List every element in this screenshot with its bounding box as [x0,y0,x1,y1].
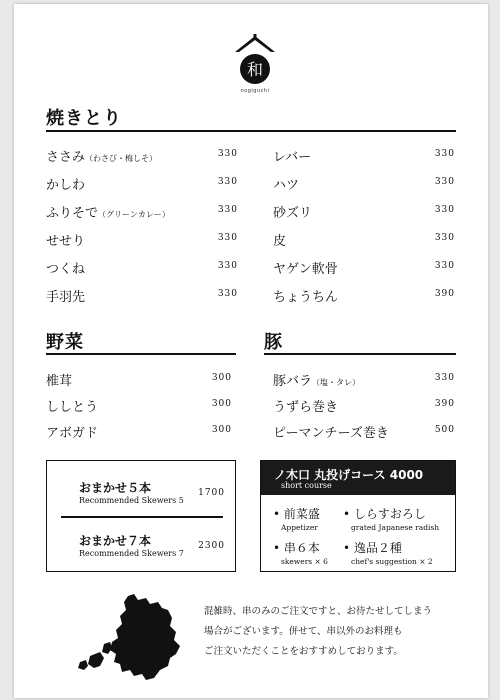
item-name: 皮 [273,234,287,249]
menu-item [46,422,232,442]
vegetables-title: 野菜 [46,332,84,353]
item-price: 300 [211,399,232,409]
notice-line: 場合がございます。併せて、串以外のお料理も [204,626,403,637]
omakase-box [46,460,236,572]
menu-item [273,370,455,390]
item-price: 390 [434,289,455,299]
menu-item [46,258,238,278]
item-price: 330 [217,233,238,243]
course-item-jp: 前菜盛 [283,507,320,521]
omakase-5 [47,479,237,519]
item-price: 330 [434,177,455,187]
item-price: 330 [434,373,455,383]
item-price: 300 [211,373,232,383]
item-name-line [273,286,338,305]
item-name: アボガド [46,426,99,441]
item-name-line [273,258,338,277]
course-box [260,460,456,572]
item-name: ハツ [273,178,300,193]
item-name: つくね [46,262,86,277]
menu-item [273,230,455,250]
menu-item [273,174,455,194]
item-name-line [273,370,360,389]
item-price: 330 [217,289,238,299]
menu-item [46,146,238,166]
item-price: 330 [434,149,455,159]
menu-item [46,396,232,416]
item-price: 300 [211,425,232,435]
omakase-price: 1700 [198,488,225,498]
item-name-line [273,146,311,165]
course-item-jp: しらすおろし [353,507,426,521]
omakase-divider [61,516,223,518]
course-subtitle: short course [281,481,332,490]
notice-line: 混雑時、串のみのご注文ですと、お待たせしてしまう [204,606,433,617]
omakase-title: おまかせ７本 [79,534,152,548]
pork-title: 豚 [264,332,283,353]
yakitori-rule [46,130,456,132]
menu-item [46,230,238,250]
item-note: （わさび・梅しそ） [85,154,158,163]
item-name-line [46,370,72,389]
item-price: 330 [217,205,238,215]
notice-line: ご注文いただくことをおすすめしております。 [204,646,403,657]
logo-name: nogiguchi [240,88,270,94]
item-price: 330 [217,149,238,159]
notice-text [204,602,464,662]
item-name: ささみ [46,150,86,165]
course-item-en: grated Japanese radish [351,523,440,532]
item-name-line [46,174,85,193]
item-name: ふりそで [46,206,99,221]
menu-item [273,146,455,166]
omakase-title: おまかせ５本 [79,481,152,495]
item-price: 330 [434,233,455,243]
item-name: かしわ [46,178,86,193]
menu-item [273,202,455,222]
item-price: 330 [217,261,238,271]
menu-item [46,202,238,222]
item-price: 330 [434,261,455,271]
omakase-subtitle: Recommended Skewers 7 [79,549,184,558]
item-price: 330 [217,177,238,187]
course-item-radish: • しらすおろし grated Japanese radish [343,507,440,532]
item-note: （塩・タレ） [312,378,361,387]
item-name: うずら巻き [273,400,339,415]
kumamoto-map-icon [76,592,196,686]
course-item-jp: 串６本 [283,541,320,555]
menu-item [273,396,455,416]
item-name: ピーマンチーズ巻き [273,426,389,441]
item-name-line [46,258,85,277]
vegetables-rule [46,353,236,355]
menu-page [14,4,488,698]
menu-item [273,422,455,442]
item-name: レバー [273,150,312,165]
item-note: （グリーンカレー） [98,210,170,219]
menu-item [273,286,455,306]
item-name: ちょうちん [273,290,339,305]
item-name-line [273,174,299,193]
course-item-appetizer: • 前菜盛 Appetizer [273,507,320,532]
course-item-suggestion: • 逸品２種 chef's suggestion × 2 [343,541,433,566]
item-name-line [46,146,157,165]
omakase-price: 2300 [198,541,225,551]
item-name-line [273,202,312,221]
item-name-line [273,396,338,415]
omakase-7 [47,532,237,572]
item-price: 500 [434,425,455,435]
item-name: ししとう [46,400,99,415]
item-name: せせり [46,234,86,249]
item-name-line [273,230,286,249]
course-item-en: skewers × 6 [281,557,328,566]
pork-rule [264,353,456,355]
menu-item [46,370,232,390]
item-price: 330 [434,205,455,215]
item-name: 手羽先 [46,290,86,305]
course-item-en: Appetizer [281,523,318,532]
course-item-jp: 逸品２種 [353,541,402,555]
item-name-line [46,286,85,305]
menu-item [273,258,455,278]
item-name-line [46,396,98,415]
menu-item [46,286,238,306]
item-name-line [46,422,98,441]
item-price: 390 [434,399,455,409]
menu-item [46,174,238,194]
item-name-line [46,202,170,221]
course-item-skewers: • 串６本 skewers × 6 [273,541,328,566]
item-name: ヤゲン軟骨 [273,262,338,277]
logo-glyph: 和 [246,60,264,79]
item-name-line [273,422,389,441]
course-title: ノ木口 丸投げコース 4000 [274,468,424,482]
item-name: 砂ズリ [273,206,313,221]
item-name: 豚バラ [273,374,313,389]
item-name-line [46,230,85,249]
omakase-subtitle: Recommended Skewers 5 [79,496,184,505]
item-name: 椎茸 [46,374,73,389]
yakitori-title: 焼きとり [46,108,122,129]
course-header [261,461,455,495]
course-item-en: chef's suggestion × 2 [351,557,433,566]
roof-circle-logo-icon [233,34,277,96]
